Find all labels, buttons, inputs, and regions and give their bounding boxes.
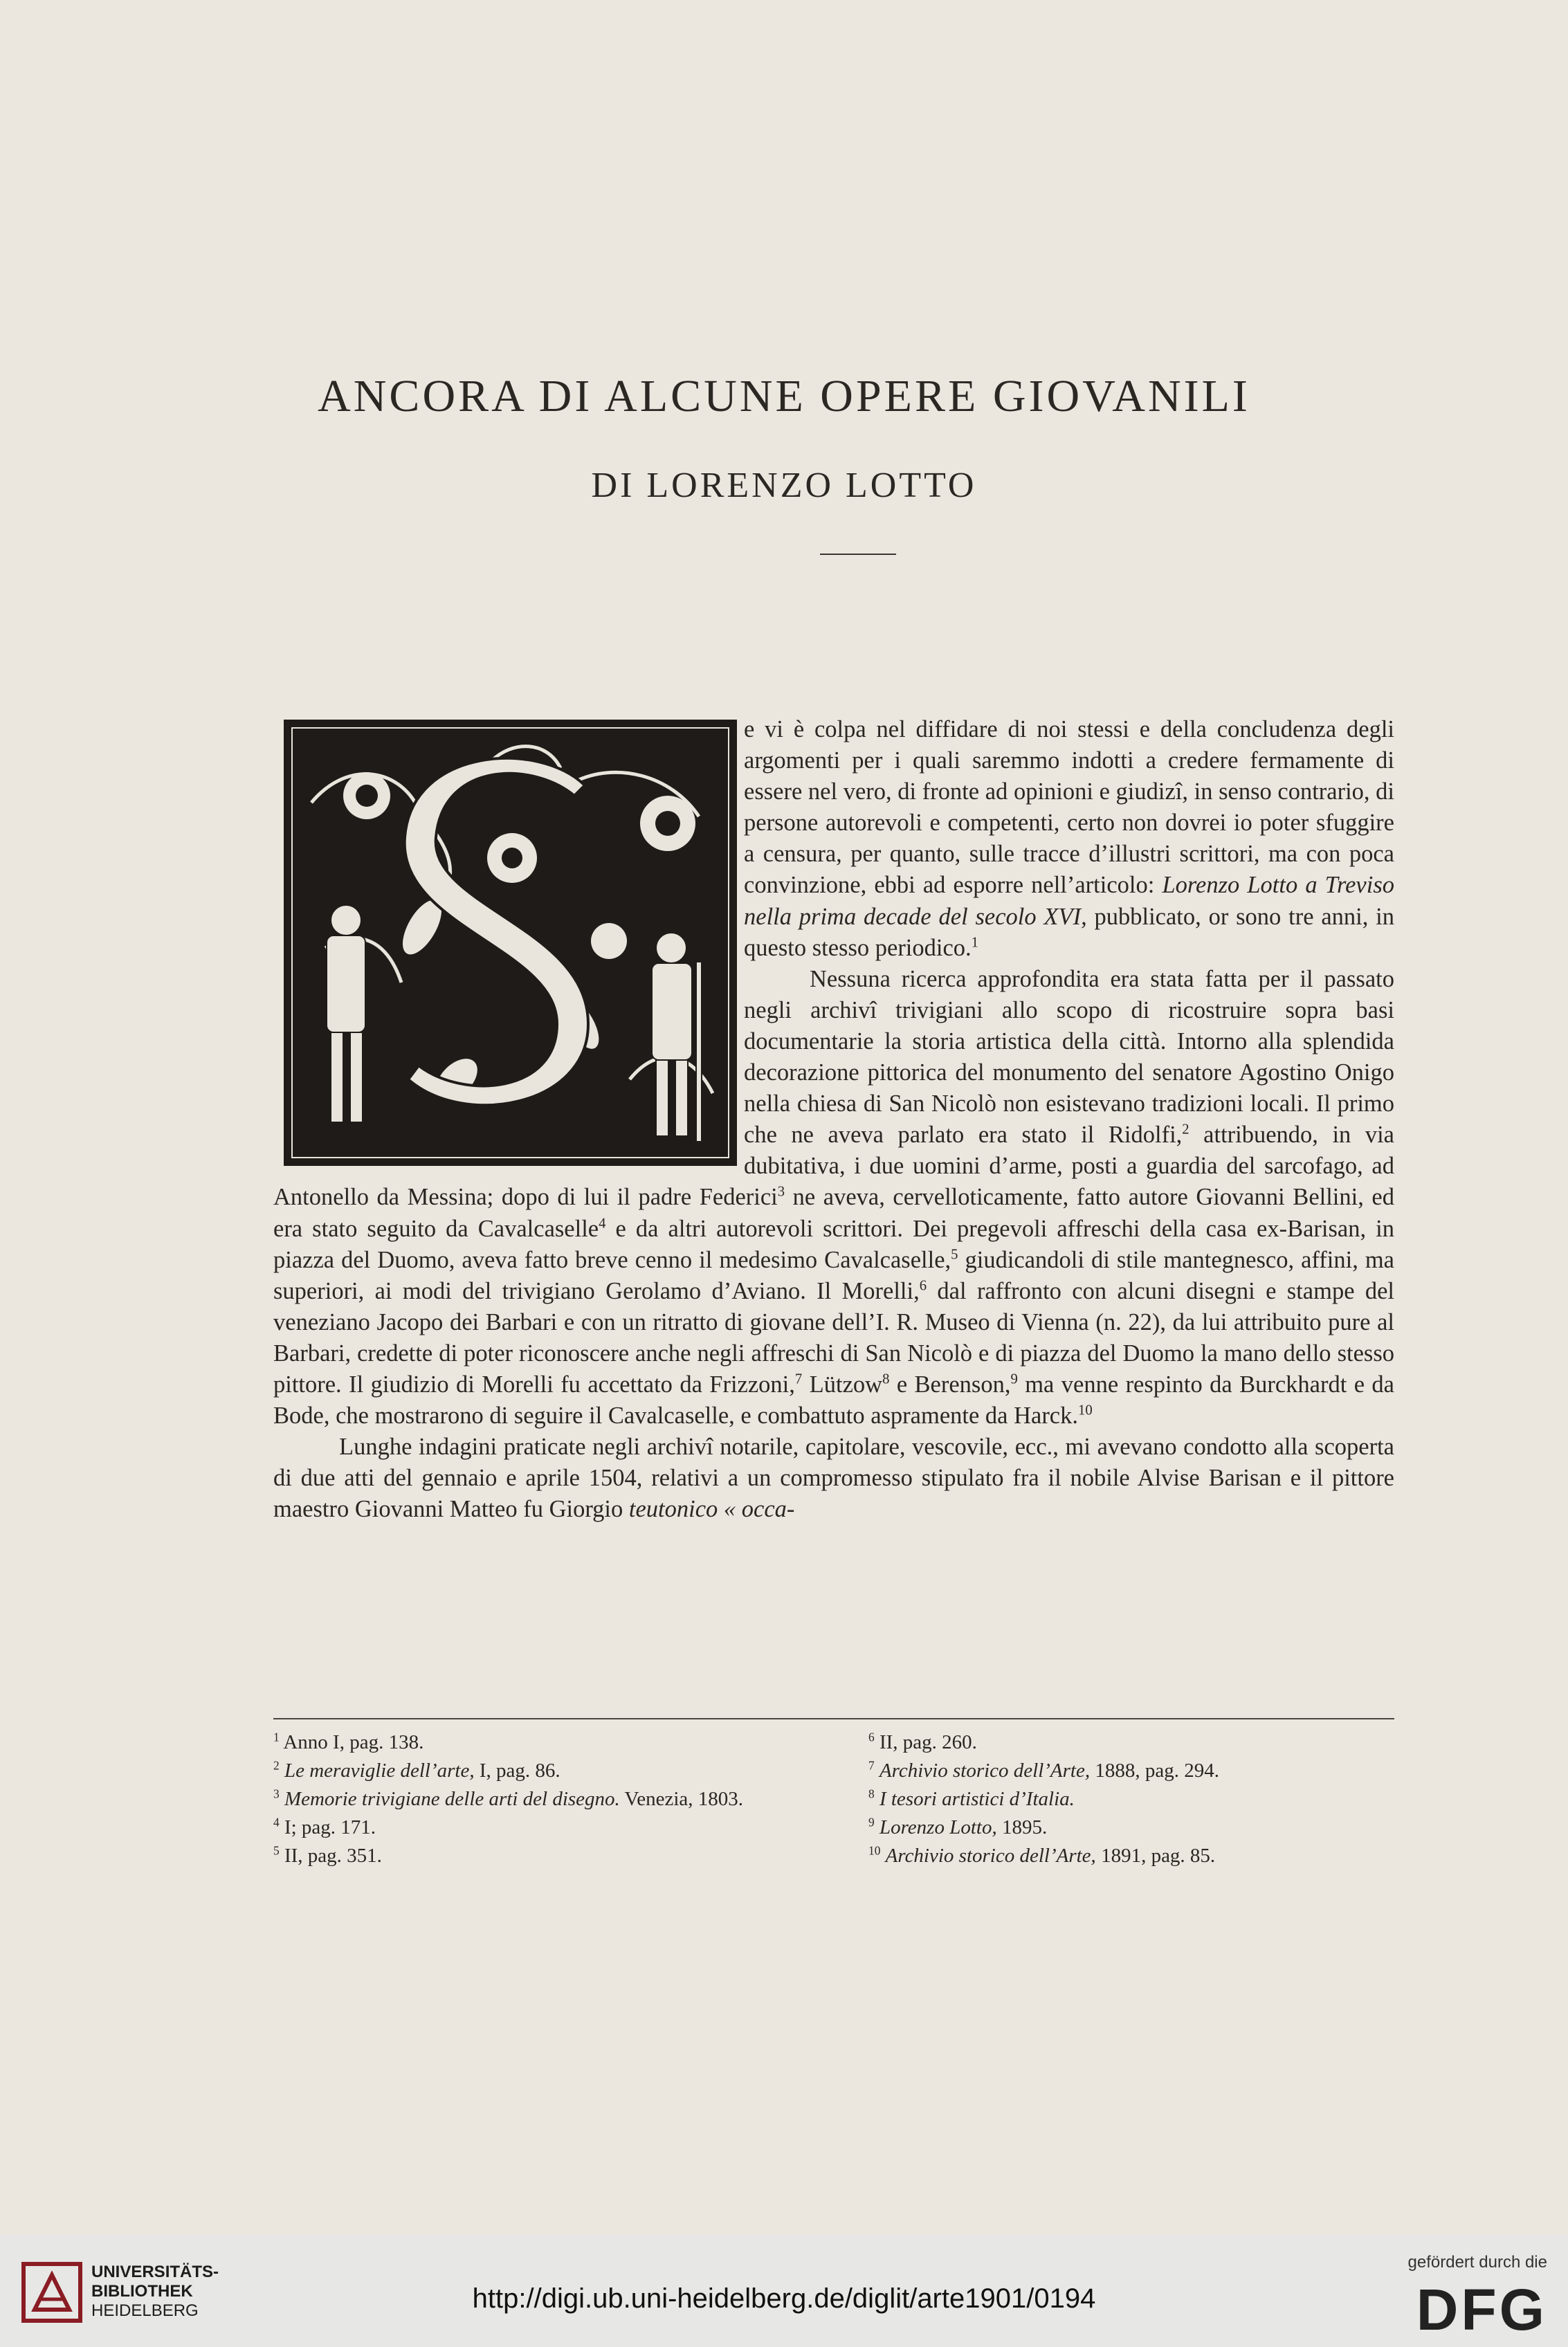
footnote-ref: 10 bbox=[1078, 1403, 1093, 1418]
footnote-text: Venezia, 1803. bbox=[619, 1788, 744, 1810]
footnote-ref: 8 bbox=[882, 1371, 890, 1387]
footnote-text: I; pag. 171. bbox=[284, 1816, 376, 1838]
paragraph-2-text: dal raffronto con alcuni disegni e stampe del veneziano Jacopo dei Barbari e con un ritratto di giovane dell’I. R. Museo di Vienna (n. 22), da lui attribuito pure al Barbari, credette di poter riconoscere anche negli affreschi di San Nicolò e di piazza del Duomo la mano dello stesso pittore. Il giudizio di Morelli fu accettato da Frizzoni, bbox=[273, 1277, 1395, 1398]
footnote-1 bbox=[273, 1728, 799, 1757]
footnote-divider bbox=[273, 1718, 1394, 1719]
footnote-title: Le meraviglie dell’arte, bbox=[284, 1760, 475, 1782]
footnote-title: Archivio storico dell’Arte, bbox=[885, 1845, 1096, 1867]
footnote-number: 5 bbox=[273, 1843, 280, 1858]
cited-article-title: Lorenzo Lotto a Treviso nella prima decade del secolo XVI, bbox=[744, 872, 1394, 930]
footnote-title: I tesori artistici d’Italia. bbox=[879, 1788, 1075, 1810]
paragraph-2-text: e Berenson, bbox=[889, 1371, 1011, 1398]
paragraph-1-text-end: pubblicato, or sono tre anni, in questo stesso periodico. bbox=[744, 903, 1394, 961]
paragraph-2-text: Nessuna ricerca approfondita era stata fatta per il passato negli archivî trivigiani allo scopo di ricostruire sopra basi documentarie la storia artistica della città. Intorno alla splendida decorazione pittorica del monumento del senatore Agostino Onigo nella chiesa di San Nicolò non esistevano tradizioni locali. Il primo che ne aveva parlato era stato il Ridolfi, bbox=[744, 965, 1394, 1149]
footnote-ref: 9 bbox=[1010, 1371, 1018, 1387]
paragraph-3-text: Lunghe indagini praticate negli archivî notarile, capitolare, vescovile, ecc., mi avevano condotto alla scoperta di due atti del gennaio e aprile 1504, relativi a un compromesso stipulato fra il nobile Alvise Barisan e il pittore maestro Giovanni Matteo fu Giorgio bbox=[273, 1434, 1394, 1523]
footnote-title: Memorie trivigiane delle arti del disegno. bbox=[284, 1788, 620, 1810]
footnote-6 bbox=[868, 1728, 1394, 1757]
footnote-number: 6 bbox=[868, 1730, 875, 1744]
paragraph-3 bbox=[273, 1432, 1394, 1525]
footnote-number: 7 bbox=[868, 1758, 875, 1773]
footnote-text: I, pag. 86. bbox=[474, 1760, 560, 1782]
funding-note: gefördert durch die bbox=[1407, 2253, 1547, 2272]
footnote-text: 1888, pag. 294. bbox=[1090, 1760, 1219, 1782]
title-divider bbox=[820, 554, 896, 555]
footnote-number: 10 bbox=[868, 1843, 881, 1858]
footnote-9 bbox=[868, 1814, 1394, 1842]
footnote-ref: 2 bbox=[1182, 1122, 1189, 1138]
footnote-text: 1891, pag. 85. bbox=[1095, 1845, 1216, 1867]
footnote-3 bbox=[273, 1785, 799, 1814]
footnote-number: 2 bbox=[273, 1758, 280, 1773]
paragraph-2-text: ne aveva, cervelloticamente, fatto autore Giovanni Bellini, ed era stato seguito da Cavalcaselle bbox=[273, 1184, 1394, 1242]
footnotes-left-column bbox=[273, 1728, 799, 1870]
footnote-text: Anno I, pag. 138. bbox=[283, 1731, 424, 1753]
dfg-logo[interactable]: DFG bbox=[1416, 2277, 1547, 2342]
footnote-ref: 1 bbox=[971, 935, 979, 951]
footnote-ref: 5 bbox=[951, 1247, 958, 1263]
permalink-url[interactable]: http://digi.ub.uni-heidelberg.de/diglit/arte1901/0194 bbox=[472, 2283, 1096, 2314]
footnotes-right-column bbox=[868, 1728, 1394, 1870]
paragraph-2-text: giudicandoli di stile mantegnesco, affini, ma superiori, ai modi del trivigiano Gerolamo d’Aviano. Il Morelli, bbox=[273, 1246, 1394, 1304]
footnote-number: 9 bbox=[868, 1815, 875, 1829]
footnote-10 bbox=[868, 1842, 1394, 1870]
initial-spacer bbox=[273, 714, 744, 1165]
footnote-title: Archivio storico dell’Arte, bbox=[879, 1760, 1091, 1782]
paragraph-2-text: attribuendo, in via dubitativa, i due uomini d’arme, posti a guardia del sarcofago, ad Antonello da Messina; dopo di lui il padre Federici bbox=[273, 1122, 1394, 1211]
paragraph-2-text: ma venne respinto da Burckhardt e da Bode, che mostrarono di seguire il Cavalcaselle, e combattuto aspramente da Harck. bbox=[273, 1371, 1394, 1430]
footnote-ref: 6 bbox=[919, 1278, 927, 1294]
footnote-5 bbox=[273, 1842, 799, 1870]
footnote-text: 1895. bbox=[996, 1816, 1048, 1838]
footnote-7 bbox=[868, 1757, 1394, 1785]
footnote-number: 3 bbox=[273, 1787, 280, 1801]
footnote-number: 1 bbox=[273, 1730, 280, 1744]
paragraph-1-text: e vi è colpa nel diffidare di noi stessi e della concludenza degli argomenti per i quali saremmo indotti a credere fermamente di essere nel vero, di fronte ad opinioni e giudizî, in senso contrario, di persone autorevoli e competenti, certo non dovrei io poter sfuggire a censura, per quanto, sulle tracce d’illustri scrittori, ma con poca convinzione, ebbi ad esporre nell’articolo: bbox=[744, 716, 1394, 899]
footnote-number: 4 bbox=[273, 1815, 280, 1829]
footnote-text: II, pag. 260. bbox=[879, 1731, 977, 1753]
footnote-8 bbox=[868, 1785, 1394, 1814]
paragraph-2-text: Lützow bbox=[802, 1371, 883, 1398]
footnote-4 bbox=[273, 1814, 799, 1842]
footnote-ref: 4 bbox=[599, 1216, 606, 1231]
library-line-3: HEIDELBERG bbox=[91, 2301, 199, 2320]
footnote-number: 8 bbox=[868, 1787, 875, 1801]
footnote-2 bbox=[273, 1757, 799, 1785]
paragraph-3-italic: teutonico « occa- bbox=[628, 1496, 795, 1523]
footnote-ref: 7 bbox=[794, 1371, 803, 1387]
footnote-title: Lorenzo Lotto, bbox=[879, 1816, 997, 1838]
paragraph-2-text: e da altri autorevoli scrittori. Dei pregevoli affreschi della casa ex-Barisan, in piazza del Duomo, aveva fatto breve cenno il medesimo Cavalcaselle, bbox=[273, 1215, 1394, 1273]
article-body bbox=[273, 714, 1394, 1525]
footnote-text: II, pag. 351. bbox=[284, 1845, 382, 1867]
article-subtitle: DI LORENZO LOTTO bbox=[591, 466, 977, 505]
footnote-ref: 3 bbox=[777, 1184, 785, 1200]
article-title: ANCORA DI ALCUNE OPERE GIOVANILI bbox=[318, 371, 1250, 421]
library-line-1: UNIVERSITÄTS- bbox=[91, 2263, 219, 2281]
library-line-2: BIBLIOTHEK bbox=[91, 2282, 193, 2301]
